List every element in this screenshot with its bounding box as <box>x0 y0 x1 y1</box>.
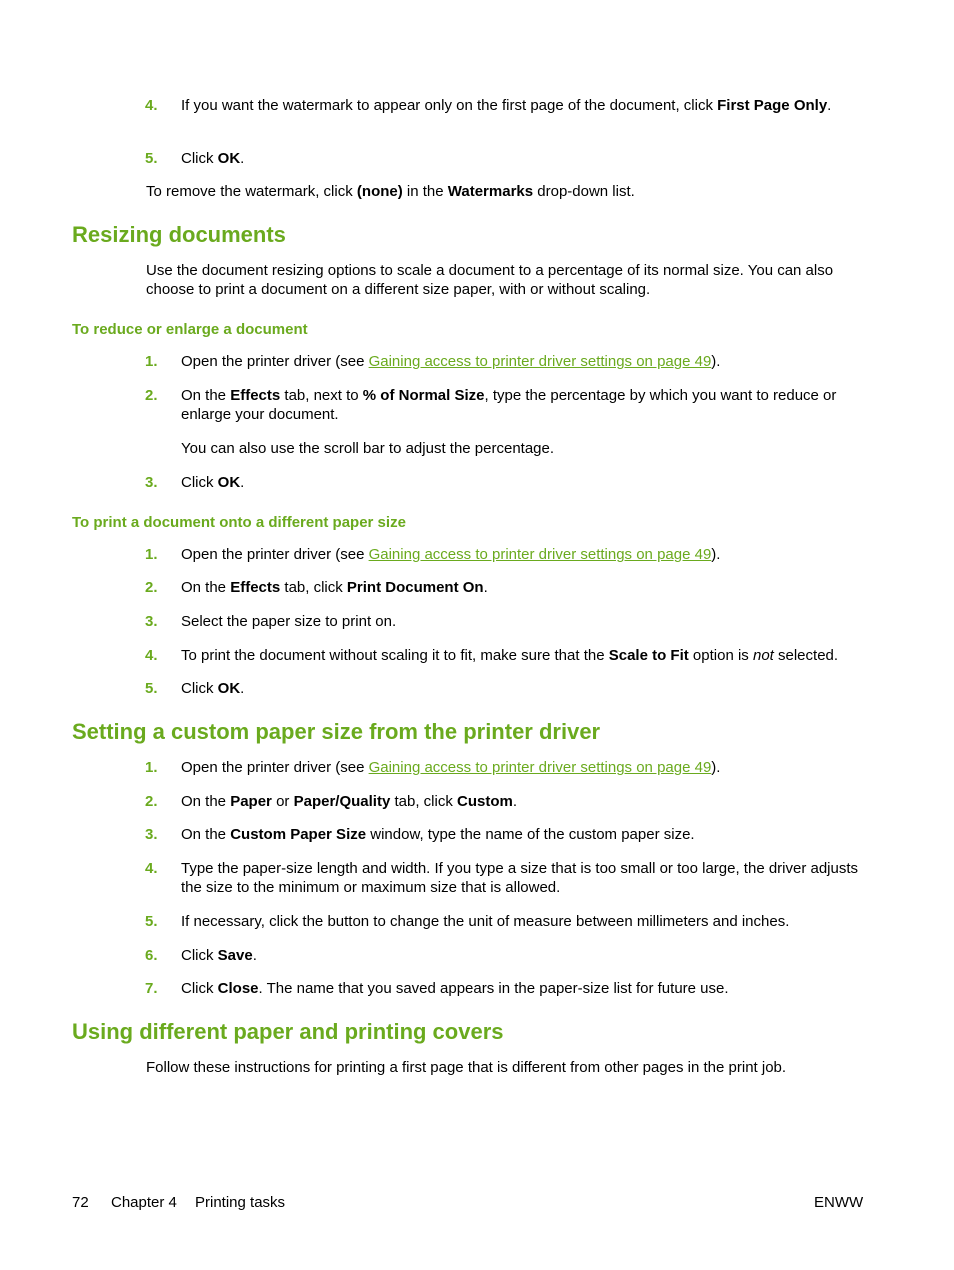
step-number: 1. <box>145 759 158 776</box>
driver-settings-link[interactable]: Gaining access to printer driver settings on page 49 <box>368 353 712 370</box>
step-text: Click OK. <box>181 680 245 697</box>
step-text: If necessary, click the button to change the unit of measure between millimeters and inches. <box>181 913 790 930</box>
section-heading: Using different paper and printing covers <box>72 1019 504 1044</box>
page-number: 72 <box>72 1194 89 1211</box>
remove-watermark-text: To remove the watermark, click (none) in the Watermarks drop-down list. <box>146 183 635 200</box>
step-text: On the Custom Paper Size window, type the name of the custom paper size. <box>181 826 695 843</box>
step-text: Click OK. <box>181 150 245 167</box>
step-number: 4. <box>145 647 158 664</box>
step-text: Open the printer driver (see Gaining access to printer driver settings on page 49). <box>181 353 721 370</box>
step-text: Type the paper-size length and width. If you type a size that is too small or too large, the driver adjusts the size to the minimum or maximum size that is allowed. <box>181 860 859 896</box>
step-number: 3. <box>145 613 158 630</box>
step-note: You can also use the scroll bar to adjust the percentage. <box>181 440 555 457</box>
step-number: 6. <box>145 947 158 964</box>
section-heading: Setting a custom paper size from the printer driver <box>72 719 601 744</box>
step-text: On the Effects tab, next to % of Normal Size, type the percentage by which you want to reduce or enlarge your document. <box>181 387 837 423</box>
step-number: 5. <box>145 150 158 167</box>
driver-settings-link[interactable]: Gaining access to printer driver settings on page 49 <box>368 759 712 776</box>
step-number: 4. <box>145 97 158 114</box>
step-text: If you want the watermark to appear only on the first page of the document, click First Page Only. <box>181 97 832 114</box>
section-body: Use the document resizing options to scale a document to a percentage of its normal size. You can also choose to print a document on a different size paper, with or without scaling. <box>146 262 834 298</box>
step-number: 3. <box>145 474 158 491</box>
step-text: Select the paper size to print on. <box>181 613 397 630</box>
step-number: 4. <box>145 860 158 877</box>
step-number: 5. <box>145 913 158 930</box>
step-number: 7. <box>145 980 158 997</box>
step-number: 2. <box>145 387 158 404</box>
driver-settings-link[interactable]: Gaining access to printer driver settings on page 49 <box>368 546 712 563</box>
subsection-heading: To reduce or enlarge a document <box>72 321 308 338</box>
step-number: 3. <box>145 826 158 843</box>
footer-section: Printing tasks <box>195 1194 286 1211</box>
step-text: To print the document without scaling it to fit, make sure that the Scale to Fit option is not selected. <box>181 647 839 664</box>
step-text: On the Paper or Paper/Quality tab, click Custom. <box>181 793 517 810</box>
footer-brand: ENWW <box>814 1194 864 1211</box>
subsection-heading: To print a document onto a different paper size <box>72 514 406 531</box>
step-text: Click Save. <box>181 947 257 964</box>
section-body: Follow these instructions for printing a first page that is different from other pages in the print job. <box>146 1059 787 1076</box>
step-number: 1. <box>145 353 158 370</box>
step-number: 2. <box>145 579 158 596</box>
step-number: 1. <box>145 546 158 563</box>
step-text: Click Close. The name that you saved appears in the paper-size list for future use. <box>181 980 729 997</box>
footer-chapter: Chapter 4 <box>111 1194 177 1211</box>
section-heading: Resizing documents <box>72 222 286 247</box>
step-number: 2. <box>145 793 158 810</box>
step-number: 5. <box>145 680 158 697</box>
step-text: Open the printer driver (see Gaining access to printer driver settings on page 49). <box>181 546 721 563</box>
step-text: Click OK. <box>181 474 245 491</box>
step-text: On the Effects tab, click Print Document On. <box>181 579 488 596</box>
step-text: Open the printer driver (see Gaining access to printer driver settings on page 49). <box>181 759 721 776</box>
